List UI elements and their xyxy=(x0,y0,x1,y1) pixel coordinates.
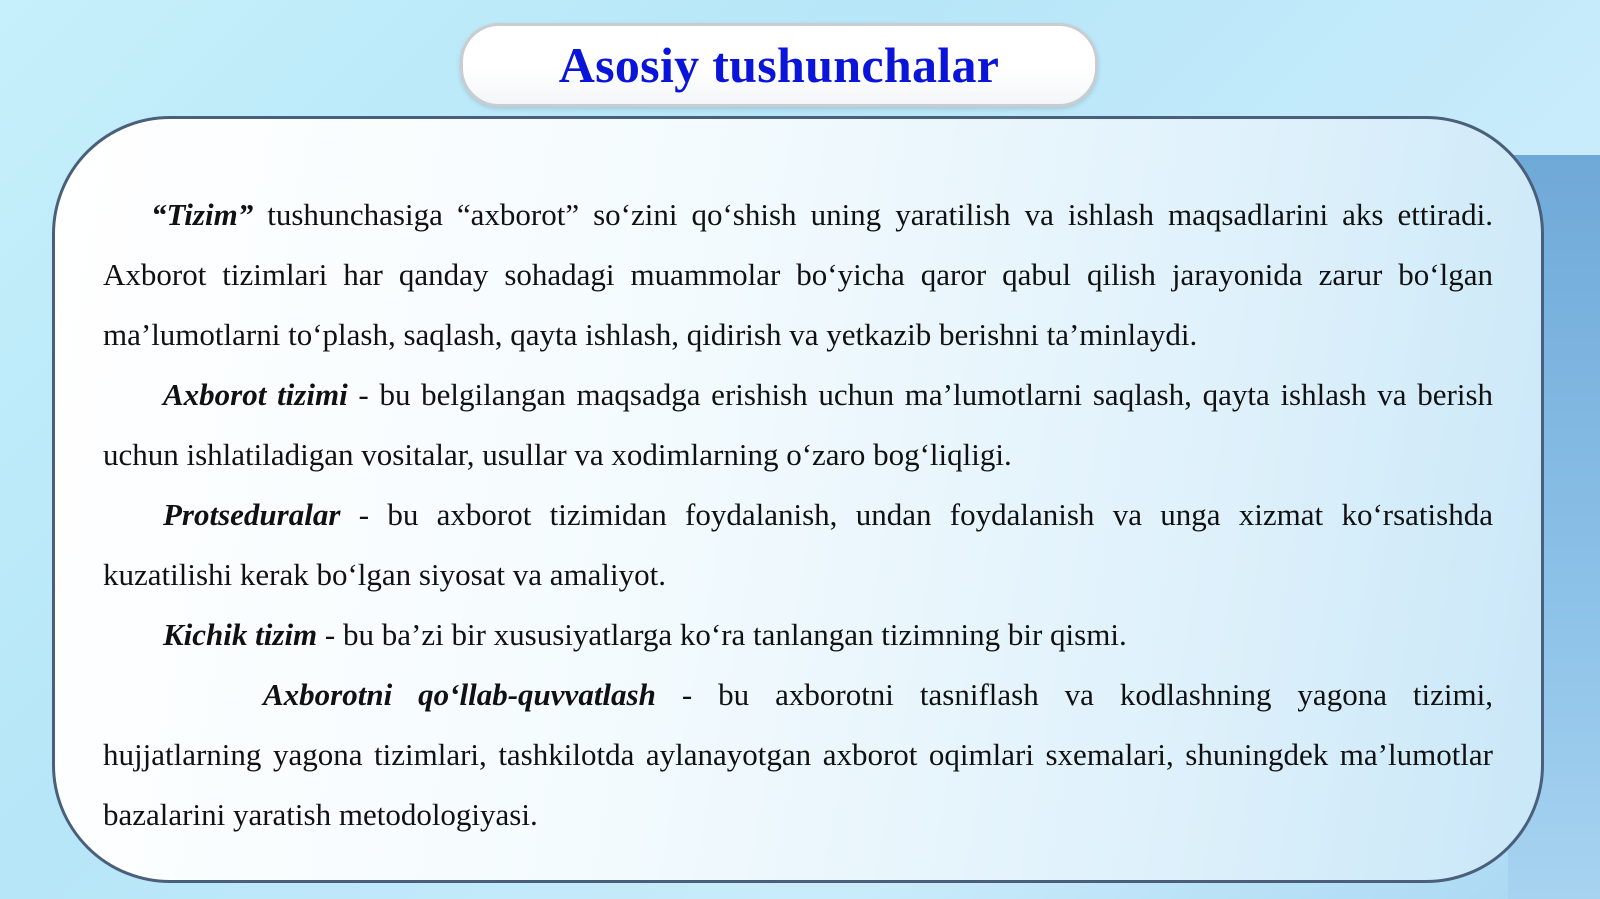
definition-kichik-tizim: - bu ba’zi bir xususiyatlarga ko‘ra tanlangan tizimning bir qismi. xyxy=(317,617,1127,652)
definition-axborotni-qollab-quvvatlash: - bu axborotni tasniflash va kodlashning yagona tizimi, hujjatlarning yagona tizimlari, tashkilotda aylanayotgan axborot oqimlari sxemalari, shuningdek ma’lumotlar bazalarini yaratish metodologiyasi. xyxy=(103,677,1494,832)
paragraph-axborotni-qollab-quvvatlash xyxy=(103,665,1493,845)
paragraph-axborot-tizimi xyxy=(103,365,1493,485)
term-axborotni-qollab-quvvatlash: Axborotni qo‘llab-quvvatlash xyxy=(263,677,656,712)
term-kichik-tizim: Kichik tizim xyxy=(163,617,318,652)
paragraph-kichik-tizim xyxy=(103,605,1493,665)
slide-title: Asosiy tushunchalar xyxy=(558,37,1000,93)
paragraph-protseduralar xyxy=(103,485,1493,605)
term-axborot-tizimi: Axborot tizimi xyxy=(163,377,348,412)
definition-axborot-tizimi: - bu belgilangan maqsadga erishish uchun ma’lumotlarni saqlash, qayta ishlash va berish uchun ishlatiladigan vositalar, usullar va xodimlarning o‘zaro bog‘liqligi. xyxy=(103,377,1494,472)
paragraph-tizim xyxy=(103,185,1493,365)
title-banner xyxy=(460,23,1098,107)
term-tizim: “Tizim” xyxy=(151,197,254,232)
definition-protseduralar: - bu axborot tizimidan foydalanish, undan foydalanish va unga xizmat ko‘rsatishda kuzatilishi kerak bo‘lgan siyosat va amaliyot. xyxy=(103,497,1493,592)
term-protseduralar: Protseduralar xyxy=(163,497,341,532)
content-panel xyxy=(52,116,1544,883)
definition-tizim: tushunchasiga “axborot” so‘zini qo‘shish uning yaratilish va ishlash maqsadlarini aks ettiradi. Axborot tizimlari har qanday sohadagi muammolar bo‘yicha qaror qabul qilish jarayonida zarur bo‘lgan ma’lumotlarni to‘plash, saqlash, qayta ishlash, qidirish va yetkazib berishni ta’minlaydi. xyxy=(103,197,1493,352)
